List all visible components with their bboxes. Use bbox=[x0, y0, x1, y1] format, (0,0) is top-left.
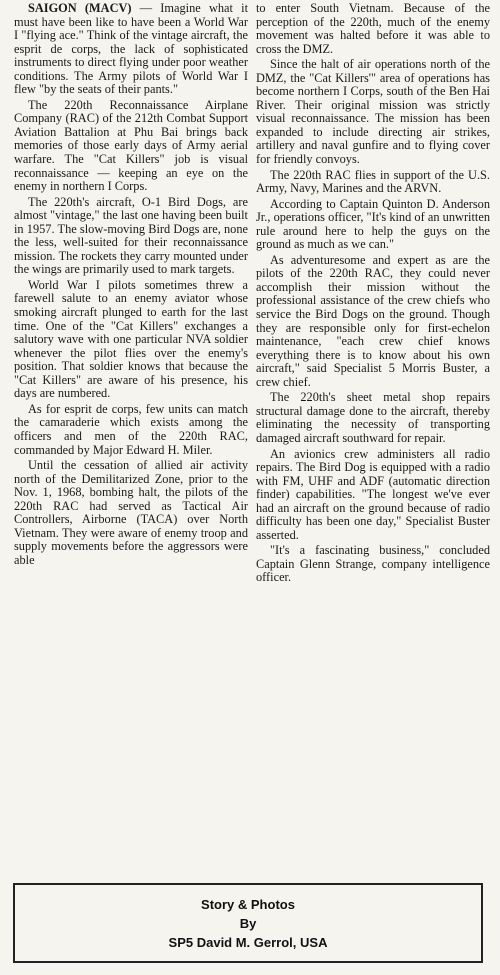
article-right-column bbox=[256, 2, 490, 882]
dateline: SAIGON (MACV) bbox=[28, 1, 132, 15]
article-paragraph-3: The 220th's aircraft, O-1 Bird Dogs, are almost "vintage," the last one having been built in 1957. The slow-moving Bird Dogs are, none the less, well-suited for their reconnaissance mission. The rockets they carry mounted under the wings are primarily used to mark targets. bbox=[14, 194, 248, 277]
article-paragraph-1 bbox=[14, 2, 248, 97]
article-paragraph-6: Until the cessation of allied air activity north of the Demilitarized Zone, prior to the Nov. 1, 1968, bombing halt, the pilots of the 220th RAC had served as Tactical Air Controllers, Airborne (TACA) over North Vietnam. They were aware of enemy troop and supply movements before the aggressors were able bbox=[14, 458, 248, 567]
article-paragraph-7: Since the halt of air operations north of the DMZ, the "Cat Killers'" area of operations has become northern I Corps, south of the Ben Hai River. Their original mission was strictly visual reconnaissance. The mission has been expanded to include directing air strikes, artillery and naval gunfire and to flying cover for friendly convoys. bbox=[256, 57, 490, 167]
article-paragraph-1-text: — Imagine what it must have been like to have been a World War I "flying ace." Think of the vintage aircraft, the esprit de corps, the lack of sophisticated instruments to direct flying under poor weather conditions. The Army pilots of World War I flew "by the seats of their pants." bbox=[14, 1, 249, 97]
byline-story-photos: Story & Photos bbox=[201, 896, 295, 912]
article-paragraph-9: According to Captain Quinton D. Anderson Jr., operations officer, "It's kind of an unwritten rule around here to help the guys on the ground as much as we can." bbox=[256, 196, 490, 252]
byline-by: By bbox=[239, 915, 257, 931]
article-paragraph-13: "It's a fascinating business," concluded Captain Glenn Strange, company intelligence officer. bbox=[256, 543, 490, 585]
article-paragraph-4: World War I pilots sometimes threw a farewell salute to an enemy aviator whose smoking aircraft plunged to earth for the last time. One of the "Cat Killers" exchanges a salutory wave with one particular NVA soldier whenever the pilot flies over the enemy's position. That soldier knows that because the "Cat Killers" are aware of his presence, his days are numbered. bbox=[14, 277, 248, 401]
article-paragraph-8: The 220th RAC flies in support of the U.S. Army, Navy, Marines and the ARVN. bbox=[256, 167, 490, 196]
article-paragraph-11: The 220th's sheet metal shop repairs structural damage done to the aircraft, thereby eliminating the necessity of transporting damaged aircraft southward for repair. bbox=[256, 390, 490, 445]
article-paragraph-12: An avionics crew administers all radio repairs. The Bird Dog is equipped with a radio with FM, UHF and ADF (automatic direction finder) capabilities. "The longest we've ever had an aircraft on the ground because of radio difficulty has been one day," Specialist Buster asserted. bbox=[256, 446, 490, 542]
byline-author: SP5 David M. Gerrol, USA bbox=[168, 934, 328, 950]
article-body bbox=[14, 2, 490, 882]
article-left-column bbox=[14, 2, 248, 882]
article-paragraph-2: The 220th Reconnaissance Airplane Company (RAC) of the 212th Combat Support Aviation Battalion at Phu Bai brings back memories of those early days of Army aerial warfare. The "Cat Killers" job is visual reconnaissance — keeping an eye on the enemy in northern I Corps. bbox=[14, 97, 248, 194]
article-paragraph-6-continued: to enter South Vietnam. Because of the perception of the 220th, much of the enemy movement was halted before it was able to cross the DMZ. bbox=[256, 1, 490, 56]
article-paragraph-10: As adventuresome and expert as are the pilots of the 220th RAC, they could never accomplish their mission without the professional assistance of the crew chiefs who service the Bird Dogs on the ground. Though they are responsible only for first-echelon maintenance, "each crew chief knows everything there is to know about his own aircraft," said Specialist 5 Morris Buster, a crew chief. bbox=[256, 252, 490, 389]
article-paragraph-5: As for esprit de corps, few units can match the camaraderie which exists among the officers and men of the 220th RAC, commanded by Major Edward H. Miler. bbox=[14, 401, 248, 457]
byline-box bbox=[13, 883, 483, 963]
